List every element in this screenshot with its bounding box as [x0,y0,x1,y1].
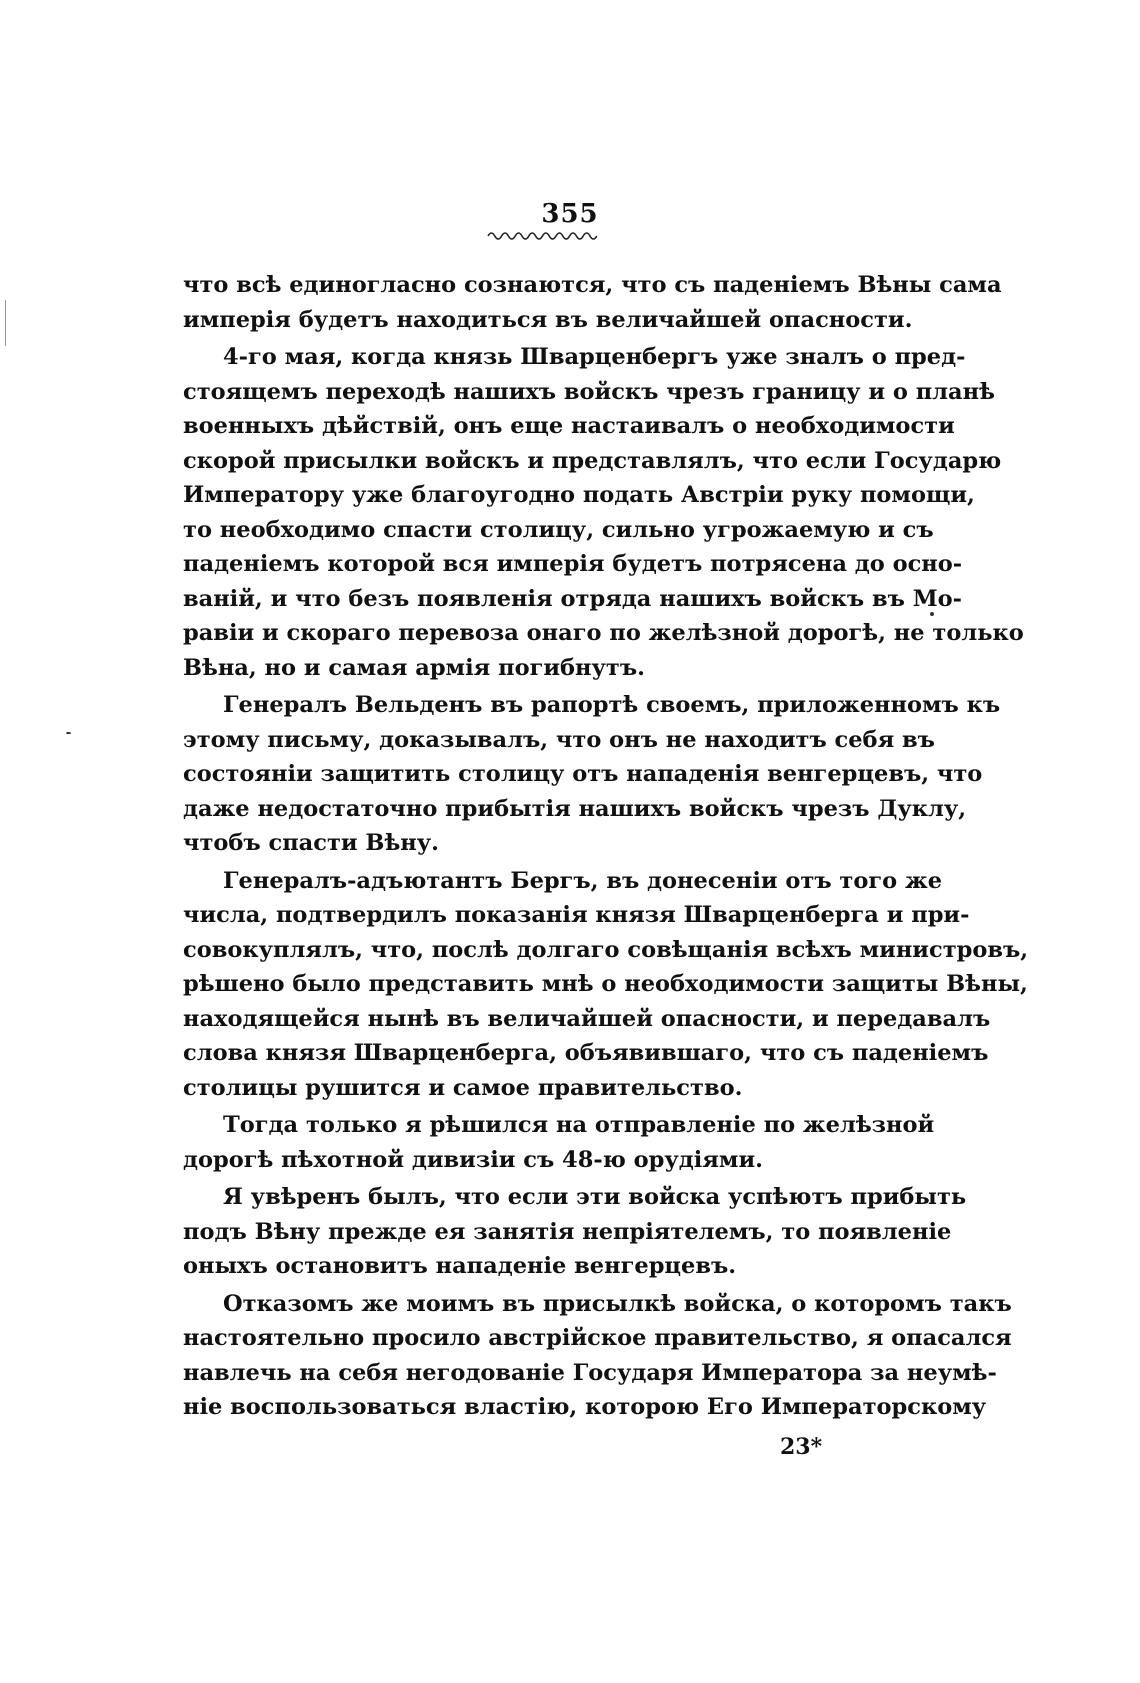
text-line: навлечь на себя негодованіе Государя Императора за неумѣ- [183,1359,997,1386]
text-line: что всѣ единогласно сознаются, что съ паденіемъ Вѣны сама [183,272,1002,298]
page-number: 355 [541,199,599,229]
text-line: совокуплялъ, что, послѣ долгаго совѣщанія всѣхъ министровъ, [183,936,1029,963]
text-line: Я увѣренъ былъ, что если эти войска успѣютъ прибыть [223,1184,967,1210]
signature-mark: 23* [780,1434,823,1460]
text-line: паденіемъ которой вся имперія будетъ потрясена до осно- [183,551,963,577]
text-line: Генералъ Вельденъ въ рапортѣ своемъ, приложенномъ къ [223,692,1001,718]
text-line: 4-го мая, когда князь Шварценбергъ уже зналъ о пред- [223,344,966,370]
text-line: то необходимо спасти столицу, сильно угрожаемую и съ [183,516,934,543]
text-line: ваній, и что безъ появленія отряда нашихъ войскъ въ Мо- [183,585,962,612]
text-line: столицы рушится и самое правительство. [183,1074,743,1101]
body-text [183,268,1029,1425]
scan-speck [930,612,934,616]
scan-margin-mark [5,300,6,346]
text-line: имперія будетъ находиться въ величайшей опасности. [183,306,913,333]
text-line: равіи и скораго перевоза онаго по желѣзной дорогѣ, не только [183,620,1024,646]
text-line: Генералъ-адъютантъ Бергъ, въ донесеніи отъ того же [223,867,943,894]
text-line: состояніи защитить столицу отъ нападенія венгерцевъ, что [183,761,983,787]
text-line: дорогѣ пѣхотной дивизіи съ 48-ю орудіями. [183,1146,763,1173]
wavy-rule-ornament [488,228,598,242]
text-line: скорой присылки войскъ и представлялъ, что если Государю [183,447,1002,474]
text-line: рѣшено было представить мнѣ о необходимости защиты Вѣны, [183,971,1028,997]
text-line: этому письму, доказывалъ, что онъ не находитъ себя въ [183,726,935,753]
text-line: слова князя Шварценберга, объявившаго, что съ паденіемъ [183,1040,989,1066]
text-line: числа, подтвердилъ показанія князя Шварценберга и при- [183,902,970,928]
text-line: Тогда только я рѣшился на отправленіе по желѣзной [223,1112,935,1138]
text-line: настоятельно просило австрійское правительство, я опасался [183,1325,1012,1351]
text-line: находящейся нынѣ въ величайшей опасности, и передавалъ [183,1005,991,1032]
text-line: оныхъ остановитъ нападеніе венгерцевъ. [183,1253,737,1279]
text-line: ніе воспользоваться властію, которою Его Императорскому [183,1394,987,1420]
text-line: подъ Вѣну прежде ея занятія непріятелемъ, то появленіе [183,1218,952,1245]
text-line: даже недостаточно прибытія нашихъ войскъ чрезъ Дуклу, [183,795,967,822]
text-line: военныхъ дѣйствій, онъ еще настаивалъ о необходимости [183,413,955,439]
scan-speck [66,732,71,734]
text-line: Императору уже благоугодно подать Австріи руку помощи, [183,482,975,508]
text-line: чтобъ спасти Вѣну. [183,830,439,856]
text-line: стоящемъ переходѣ нашихъ войскъ чрезъ границу и о планѣ [183,378,995,405]
text-line: Отказомъ же моимъ въ присылкѣ войска, о которомъ такъ [223,1290,1012,1317]
text-line: Вѣна, но и самая армія погибнутъ. [183,654,645,681]
